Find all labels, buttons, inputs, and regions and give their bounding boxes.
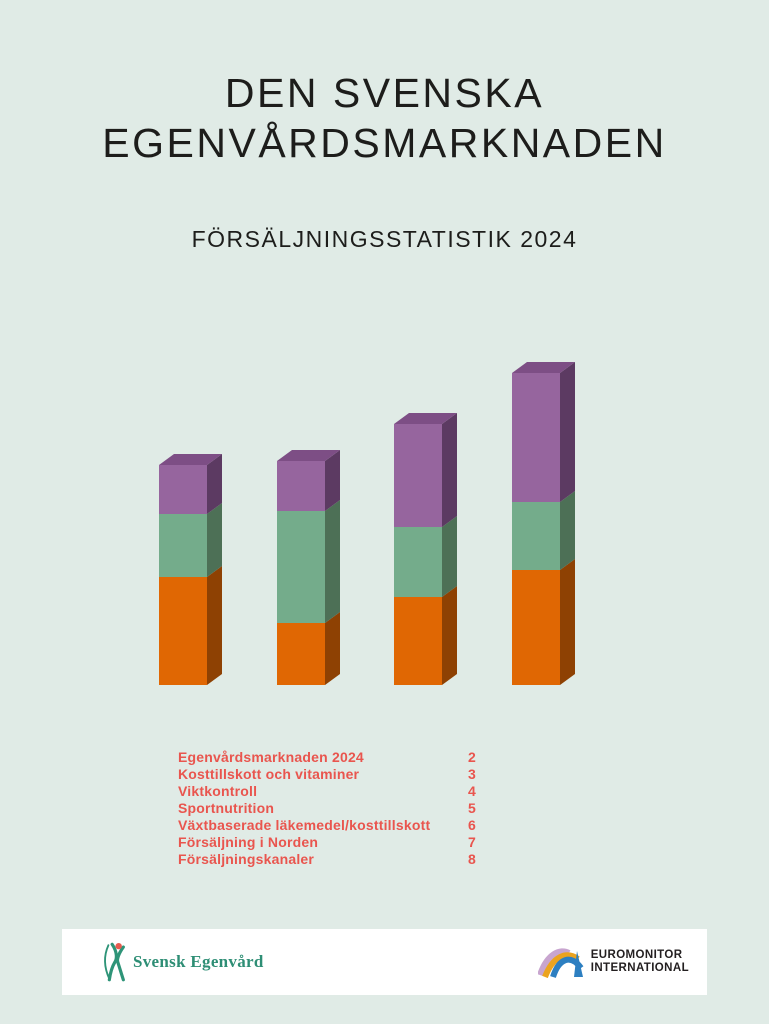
euromonitor-wordmark <box>591 949 689 975</box>
middle-segment-green-front <box>394 527 442 597</box>
euromonitor-wordmark-line1: EUROMONITOR <box>590 948 683 961</box>
toc-item-page-number: 2 <box>468 749 476 765</box>
toc-item-page-number: 6 <box>468 817 476 833</box>
toc-item-label: Försäljning i Norden <box>178 834 319 850</box>
svensk-egenvard-wordmark: Svensk Egenvård <box>133 952 264 971</box>
toc-item-page-number: 3 <box>468 766 476 782</box>
toc-item-label: Försäljningskanaler <box>178 851 315 867</box>
toc-item <box>178 766 476 783</box>
toc-item <box>178 800 476 817</box>
bottom-segment-orange-front <box>512 570 560 685</box>
euromonitor-logo <box>538 946 689 978</box>
toc-item-label: Viktkontroll <box>178 783 258 799</box>
page-title-line1: DEN SVENSKA <box>224 70 545 116</box>
top-segment-purple-side <box>442 413 457 527</box>
top-segment-purple-side <box>560 362 575 502</box>
table-of-contents <box>178 749 476 868</box>
svensk-egenvard-logo <box>100 940 264 984</box>
middle-segment-green-front <box>277 511 325 623</box>
toc-item <box>178 783 476 800</box>
bottom-segment-orange-front <box>394 597 442 685</box>
toc-item <box>178 817 476 834</box>
euromonitor-globe-icon <box>538 946 584 978</box>
toc-item <box>178 834 476 851</box>
middle-segment-green-side <box>207 503 222 577</box>
bottom-segment-orange-side <box>325 612 340 685</box>
toc-item-page-number: 7 <box>468 834 476 850</box>
bottom-segment-orange-side <box>207 566 222 685</box>
bottom-segment-orange-side <box>560 559 575 685</box>
toc-item-label: Egenvårdsmarknaden 2024 <box>178 749 364 765</box>
middle-segment-green-side <box>325 500 340 623</box>
euromonitor-wordmark-line2: INTERNATIONAL <box>590 962 689 974</box>
top-segment-purple-front <box>512 373 560 502</box>
middle-segment-green-side <box>560 491 575 570</box>
top-segment-purple-front <box>277 461 325 511</box>
middle-segment-green-front <box>512 502 560 570</box>
top-segment-purple-front <box>394 424 442 527</box>
toc-item <box>178 851 476 868</box>
toc-item-page-number: 4 <box>468 783 476 799</box>
page-title-line2: EGENVÅRDSMARKNADEN <box>102 120 667 166</box>
page-subtitle: FÖRSÄLJNINGSSTATISTIK 2024 <box>191 226 578 252</box>
toc-item-label: Växtbaserade läkemedel/kosttillskott <box>178 817 431 833</box>
toc-item-label: Kosttillskott och vitaminer <box>178 766 360 782</box>
middle-segment-green-front <box>159 514 207 577</box>
svensk-egenvard-figure-icon <box>100 940 128 984</box>
bottom-segment-orange-front <box>277 623 325 685</box>
toc-item-page-number: 5 <box>468 800 476 816</box>
toc-item-page-number: 8 <box>468 851 476 867</box>
footer-logo-bar <box>62 929 707 995</box>
middle-segment-green-side <box>442 516 457 597</box>
toc-item-label: Sportnutrition <box>178 800 275 816</box>
toc-item <box>178 749 476 766</box>
bottom-segment-orange-front <box>159 577 207 685</box>
bottom-segment-orange-side <box>442 586 457 685</box>
top-segment-purple-front <box>159 465 207 514</box>
